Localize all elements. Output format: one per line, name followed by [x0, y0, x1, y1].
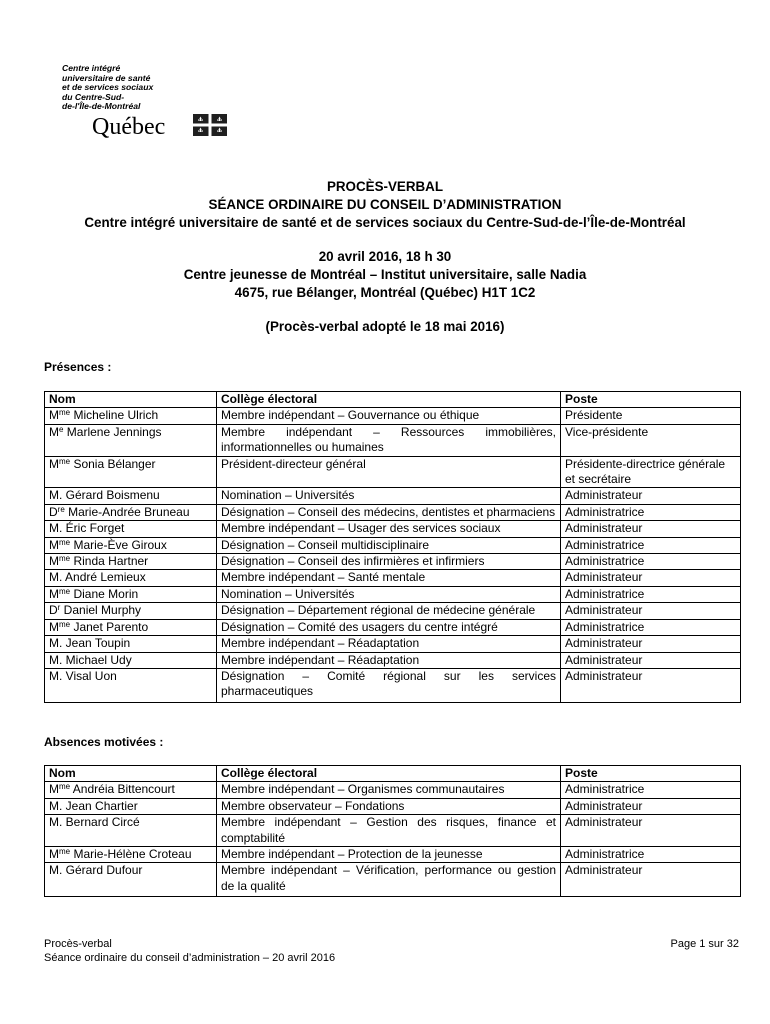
member-title: M	[49, 782, 59, 797]
member-title-suffix: me	[59, 456, 71, 466]
table-row	[45, 652, 741, 668]
position-cell: Administrateur	[561, 570, 741, 586]
member-title: M.	[49, 488, 63, 503]
electoral-college-cell: Membre indépendant – Santé mentale	[217, 570, 561, 586]
member-name-cell	[45, 408, 217, 424]
electoral-college-cell: Nomination – Universités	[217, 586, 561, 602]
member-name-cell	[45, 815, 217, 847]
electoral-college-cell: Membre indépendant – Réadaptation	[217, 636, 561, 652]
logo-line: et de services sociaux	[62, 82, 154, 93]
table-row	[45, 537, 741, 553]
member-title-suffix: me	[59, 408, 71, 418]
member-name: Marlene Jennings	[63, 424, 162, 439]
footer-title: Procès-verbal	[44, 938, 112, 950]
logo-line: Centre intégré	[62, 63, 121, 73]
member-name-cell	[45, 537, 217, 553]
position-cell: Administrateur	[561, 863, 741, 897]
document-type: PROCÈS-VERBAL	[326, 179, 444, 194]
electoral-college-cell: Membre indépendant – Vérification, performance ou gestion de la qualité	[217, 863, 561, 897]
meeting-date: 20 avril 2016, 18 h 30	[318, 249, 452, 264]
logo-line: de-l'Île-de-Montréal	[62, 101, 141, 112]
meeting-type: SÉANCE ORDINAIRE DU CONSEIL D’ADMINISTRATION	[208, 197, 562, 212]
member-name: Jean Toupin	[62, 636, 131, 651]
electoral-college-cell: Président-directeur général	[217, 456, 561, 488]
position-cell: Administrateur	[561, 815, 741, 847]
column-header: Collège électoral	[217, 392, 561, 408]
member-name-cell	[45, 521, 217, 537]
table-row	[45, 668, 741, 702]
position-cell: Administratrice	[561, 586, 741, 602]
column-header: Nom	[45, 392, 217, 408]
member-name: Rinda Hartner	[70, 554, 149, 569]
member-name-cell	[45, 570, 217, 586]
member-name: Sonia Bélanger	[70, 456, 156, 471]
table-row	[45, 619, 741, 635]
electoral-college-cell: Désignation – Département régional de médecine générale	[217, 603, 561, 619]
table-row	[45, 847, 741, 863]
column-header: Nom	[45, 766, 217, 782]
table-row	[45, 521, 741, 537]
table-row	[45, 554, 741, 570]
member-title: M.	[49, 652, 63, 667]
member-title-suffix: me	[59, 619, 71, 629]
member-name-cell	[45, 652, 217, 668]
position-cell: Administrateur	[561, 603, 741, 619]
member-title-suffix: me	[59, 554, 71, 564]
position-cell: Administratrice	[561, 847, 741, 863]
page-footer	[44, 937, 335, 965]
logo-text	[62, 64, 153, 112]
member-title: D	[49, 603, 58, 618]
electoral-college-cell: Membre indépendant – Réadaptation	[217, 652, 561, 668]
member-name: Bernard Circé	[62, 815, 140, 830]
table-row	[45, 636, 741, 652]
member-name: Marie-Ève Giroux	[70, 537, 167, 552]
table-row	[45, 570, 741, 586]
position-cell: Administrateur	[561, 636, 741, 652]
member-name-cell	[45, 798, 217, 814]
table-row	[45, 504, 741, 520]
position-cell: Administratrice	[561, 619, 741, 635]
footer-subtitle: Séance ordinaire du conseil d’administration – 20 avril 2016	[44, 952, 336, 964]
position-cell: Administrateur	[561, 652, 741, 668]
member-title: M	[49, 847, 59, 862]
page-number: Page 1 sur 32	[670, 938, 739, 950]
electoral-college-cell: Membre indépendant – Gouvernance ou éthique	[217, 408, 561, 424]
member-title: M	[49, 586, 59, 601]
member-title: D	[49, 504, 58, 519]
electoral-college-cell: Désignation – Comité régional sur les services pharmaceutiques	[217, 668, 561, 702]
column-header: Poste	[561, 766, 741, 782]
meeting-address: 4675, rue Bélanger, Montréal (Québec) H1T 1C2	[234, 285, 536, 300]
electoral-college-cell: Désignation – Conseil des infirmières et infirmiers	[217, 554, 561, 570]
table-row	[45, 863, 741, 897]
table-row	[45, 603, 741, 619]
member-name-cell	[45, 847, 217, 863]
logo-line: du Centre-Sud-	[62, 91, 125, 102]
meeting-location: Centre jeunesse de Montréal – Institut universitaire, salle Nadia	[183, 267, 587, 282]
position-cell: Administratrice	[561, 504, 741, 520]
member-title-suffix: re	[57, 504, 65, 514]
member-name: André Lemieux	[62, 570, 146, 585]
member-name-cell	[45, 668, 217, 702]
member-title: M.	[49, 668, 63, 683]
electoral-college-cell: Membre observateur – Fondations	[217, 798, 561, 814]
electoral-college-cell: Nomination – Universités	[217, 488, 561, 504]
position-cell: Administrateur	[561, 488, 741, 504]
member-name: Gérard Boismenu	[62, 488, 160, 503]
position-cell: Présidente	[561, 408, 741, 424]
member-name: Micheline Ulrich	[70, 408, 159, 423]
member-name: Visal Uon	[62, 668, 117, 683]
electoral-college-cell: Désignation – Conseil des médecins, dentistes et pharmaciens	[217, 504, 561, 520]
member-title: M	[49, 456, 59, 471]
table-row	[45, 424, 741, 456]
table-row	[45, 815, 741, 847]
member-title: M	[49, 537, 59, 552]
member-title: M	[49, 408, 59, 423]
member-name: Gérard Dufour	[62, 863, 143, 878]
member-name-cell	[45, 424, 217, 456]
member-title-suffix: me	[59, 847, 71, 857]
electoral-college-cell: Membre indépendant – Organismes communautaires	[217, 782, 561, 798]
member-title-suffix: me	[59, 782, 71, 792]
member-title-suffix: e	[59, 424, 64, 434]
table-row	[45, 456, 741, 488]
position-cell: Administrateur	[561, 521, 741, 537]
table-row	[45, 408, 741, 424]
member-title: M.	[49, 636, 63, 651]
presences-label: Présences :	[44, 360, 112, 374]
member-name: Jean Chartier	[62, 798, 138, 813]
member-name: Diane Morin	[70, 586, 139, 601]
member-name-cell	[45, 863, 217, 897]
member-name: Andréia Bittencourt	[70, 782, 175, 797]
member-name: Michael Udy	[62, 652, 132, 667]
member-title: M.	[49, 798, 63, 813]
column-header: Poste	[561, 392, 741, 408]
member-name: Éric Forget	[62, 521, 125, 536]
position-cell: Administratrice	[561, 537, 741, 553]
member-name-cell	[45, 554, 217, 570]
member-title: M.	[49, 570, 63, 585]
member-title-suffix: me	[59, 586, 71, 596]
table-row	[45, 586, 741, 602]
presences-table	[44, 391, 741, 703]
table-header-row	[45, 766, 741, 782]
member-name-cell	[45, 603, 217, 619]
electoral-college-cell: Membre indépendant – Protection de la jeunesse	[217, 847, 561, 863]
member-title: M	[49, 619, 59, 634]
member-name: Daniel Murphy	[60, 603, 142, 618]
member-name-cell	[45, 488, 217, 504]
member-title: M	[49, 554, 59, 569]
member-name-cell	[45, 456, 217, 488]
electoral-college-cell: Membre indépendant – Usager des services sociaux	[217, 521, 561, 537]
column-header: Collège électoral	[217, 766, 561, 782]
logo-line: universitaire de santé	[62, 72, 151, 83]
table-row	[45, 488, 741, 504]
organization-logo	[62, 64, 242, 144]
absences-label: Absences motivées :	[44, 735, 164, 749]
quebec-wordmark: Québec	[92, 114, 166, 140]
member-name: Janet Parento	[70, 619, 149, 634]
table-header-row	[45, 392, 741, 408]
position-cell: Administrateur	[561, 668, 741, 702]
document-header	[0, 178, 770, 336]
electoral-college-cell: Membre indépendant – Ressources immobilières, informationnelles ou humaines	[217, 424, 561, 456]
member-title: M.	[49, 863, 63, 878]
member-title-suffix: r	[57, 603, 61, 613]
table-row	[45, 798, 741, 814]
member-name: Marie-Hélène Croteau	[70, 847, 192, 862]
member-title: M	[49, 424, 59, 439]
quebec-flag-icon	[193, 114, 227, 136]
position-cell: Administrateur	[561, 798, 741, 814]
adoption-note: (Procès-verbal adopté le 18 mai 2016)	[265, 319, 505, 334]
electoral-college-cell: Désignation – Conseil multidisciplinaire	[217, 537, 561, 553]
organization-name: Centre intégré universitaire de santé et de services sociaux du Centre-Sud-de-l’Île-de-Montréal	[84, 215, 686, 230]
position-cell: Administratrice	[561, 782, 741, 798]
member-name-cell	[45, 586, 217, 602]
member-title: M.	[49, 521, 63, 536]
member-title-suffix: me	[59, 537, 71, 547]
electoral-college-cell: Désignation – Comité des usagers du centre intégré	[217, 619, 561, 635]
member-name: Marie-Andrée Bruneau	[64, 504, 190, 519]
member-name-cell	[45, 504, 217, 520]
member-name-cell	[45, 636, 217, 652]
member-name-cell	[45, 619, 217, 635]
position-cell: Vice-présidente	[561, 424, 741, 456]
electoral-college-cell: Membre indépendant – Gestion des risques, finance et comptabilité	[217, 815, 561, 847]
member-title: M.	[49, 815, 63, 830]
absences-table	[44, 765, 741, 897]
table-row	[45, 782, 741, 798]
position-cell: Administratrice	[561, 554, 741, 570]
member-name-cell	[45, 782, 217, 798]
position-cell: Présidente-directrice générale et secrétaire	[561, 456, 741, 488]
